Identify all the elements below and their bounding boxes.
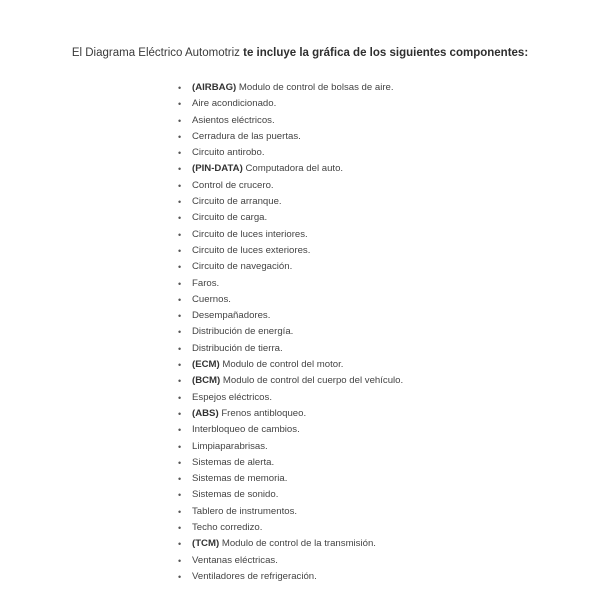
- bullet-icon: •: [178, 571, 182, 582]
- heading-emphasis: te incluye la gráfica de los siguientes componentes:: [243, 47, 529, 59]
- component-text: Sistemas de alerta.: [192, 456, 275, 468]
- component-text: Distribución de tierra.: [192, 342, 283, 354]
- list-item: [178, 227, 403, 243]
- component-list: [178, 80, 403, 585]
- component-code: (AIRBAG): [192, 82, 237, 93]
- bullet-icon: •: [178, 490, 182, 501]
- component-text: Modulo de control del cuerpo del vehículo.: [220, 375, 404, 387]
- list-item: [178, 422, 403, 438]
- component-text: Sistemas de memoria.: [192, 473, 288, 485]
- bullet-icon: •: [178, 523, 182, 534]
- component-code: (BCM): [192, 375, 221, 387]
- component-text: Espejos eléctricos.: [192, 391, 272, 403]
- bullet-icon: •: [178, 262, 182, 273]
- bullet-icon: •: [178, 99, 182, 110]
- bullet-icon: •: [178, 180, 182, 191]
- list-item: [178, 178, 403, 194]
- component-code: (ECM): [192, 359, 220, 371]
- component-text: Frenos antibloqueo.: [218, 407, 307, 419]
- bullet-icon: •: [178, 83, 182, 93]
- heading-intro: El Diagrama Eléctrico Automotriz: [71, 47, 240, 59]
- list-item: [178, 210, 403, 226]
- list-item: [178, 487, 403, 503]
- component-text: Cerradura de las puertas.: [192, 130, 301, 142]
- bullet-icon: •: [178, 131, 182, 142]
- bullet-icon: •: [178, 245, 182, 256]
- bullet-icon: •: [178, 474, 182, 485]
- component-text: Circuito de luces interiores.: [192, 228, 308, 240]
- component-text: Circuito antirobo.: [192, 147, 265, 159]
- list-item: [178, 80, 403, 96]
- component-text: Tablero de instrumentos.: [192, 505, 298, 517]
- component-text: Modulo de control de la transmisión.: [219, 538, 376, 550]
- component-text: Circuito de navegación.: [192, 261, 293, 273]
- list-item: [178, 569, 403, 585]
- bullet-icon: •: [178, 229, 182, 240]
- list-item: [178, 308, 403, 324]
- component-text: Computadora del auto.: [242, 163, 344, 175]
- list-item: [178, 276, 403, 292]
- bullet-icon: •: [178, 115, 182, 126]
- component-text: Circuito de luces exteriores.: [192, 244, 311, 256]
- page-heading: [0, 45, 600, 62]
- bullet-icon: •: [178, 327, 182, 338]
- list-item: [178, 406, 403, 422]
- bullet-icon: •: [178, 197, 182, 208]
- bullet-icon: •: [178, 441, 182, 452]
- list-item: [178, 129, 403, 145]
- list-item: [178, 194, 403, 210]
- list-item: [178, 504, 403, 520]
- list-item: [178, 390, 403, 406]
- component-text: Aire acondicionado.: [192, 98, 277, 110]
- list-item: [178, 536, 403, 552]
- component-text: Modulo de control de bolsas de aire.: [236, 82, 394, 93]
- component-text: Faros.: [192, 277, 220, 289]
- bullet-icon: •: [178, 408, 182, 419]
- list-item: [178, 292, 403, 308]
- component-text: Desempañadores.: [192, 310, 271, 322]
- list-item: [178, 439, 403, 455]
- component-text: Circuito de carga.: [192, 212, 268, 224]
- bullet-icon: •: [178, 376, 182, 387]
- bullet-icon: •: [178, 392, 182, 403]
- component-text: Ventiladores de refrigeración.: [192, 570, 317, 582]
- list-item: [178, 259, 403, 275]
- component-text: Cuernos.: [192, 293, 231, 305]
- bullet-icon: •: [178, 148, 182, 159]
- component-text: Ventanas eléctricas.: [192, 554, 278, 566]
- list-item: [178, 553, 403, 569]
- list-item: [178, 471, 403, 487]
- component-text: Asientos eléctricos.: [192, 114, 275, 126]
- list-item: [178, 243, 403, 259]
- component-text: Circuito de arranque.: [192, 196, 282, 208]
- bullet-icon: •: [178, 278, 182, 289]
- list-item: [178, 161, 403, 177]
- bullet-icon: •: [178, 425, 182, 436]
- list-item: [178, 373, 403, 389]
- bullet-icon: •: [178, 539, 182, 550]
- component-text: Techo corredizo.: [192, 522, 263, 534]
- bullet-icon: •: [178, 164, 182, 175]
- bullet-icon: •: [178, 294, 182, 305]
- list-item: [178, 455, 403, 471]
- bullet-icon: •: [178, 457, 182, 468]
- component-text: Limpiaparabrisas.: [192, 440, 268, 452]
- list-item: [178, 341, 403, 357]
- component-code: (ABS): [192, 407, 219, 419]
- bullet-icon: •: [178, 343, 182, 354]
- list-item: [178, 145, 403, 161]
- component-text: Distribución de energía.: [192, 326, 294, 338]
- component-code: (PIN-DATA): [192, 163, 243, 175]
- list-item: [178, 520, 403, 536]
- bullet-icon: •: [178, 311, 182, 322]
- bullet-icon: •: [178, 360, 182, 371]
- list-item: [178, 96, 403, 112]
- list-item: [178, 357, 403, 373]
- bullet-icon: •: [178, 555, 182, 566]
- component-text: Modulo de control del motor.: [219, 359, 344, 371]
- bullet-icon: •: [178, 213, 182, 224]
- component-text: Sistemas de sonido.: [192, 489, 279, 501]
- component-text: Control de crucero.: [192, 179, 274, 191]
- component-text: Interbloqueo de cambios.: [192, 424, 300, 436]
- bullet-icon: •: [178, 506, 182, 517]
- component-code: (TCM): [192, 538, 220, 550]
- list-item: [178, 324, 403, 340]
- list-item: [178, 113, 403, 129]
